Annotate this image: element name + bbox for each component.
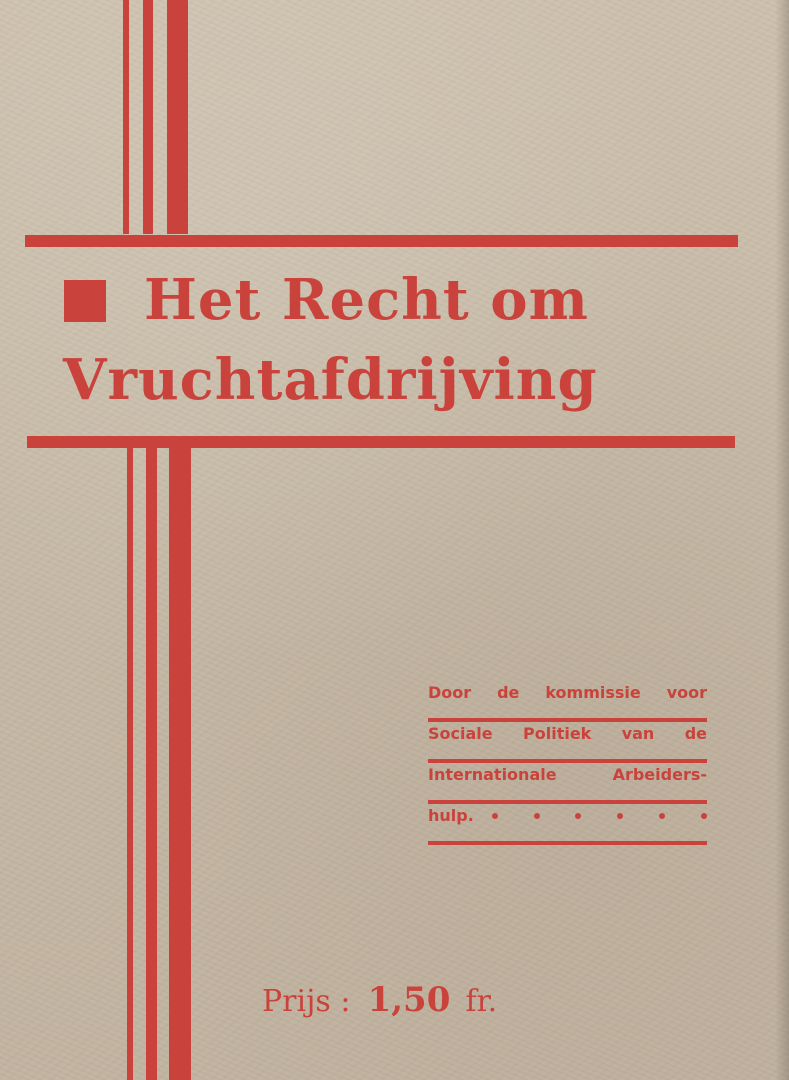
title-line-1: Het Recht om: [144, 267, 589, 333]
vertical-bar-lower-medium: [146, 448, 157, 1080]
price-label: Prijs :: [262, 984, 351, 1019]
leader-dot: [701, 813, 707, 819]
vertical-bar-lower-thick: [169, 448, 191, 1080]
title-line-2: Vruchtafdrijving: [63, 347, 598, 413]
price: [262, 980, 497, 1020]
horizontal-rule-top: [25, 235, 738, 247]
vertical-bar-upper-medium: [143, 0, 153, 234]
author-line-1: Door de kommissie voor: [428, 681, 707, 722]
paper-edge-shadow: [775, 0, 789, 1080]
author-line-3: Internationale Arbeiders-: [428, 763, 707, 804]
horizontal-rule-bottom: [27, 436, 735, 448]
vertical-bar-upper-thin: [123, 0, 129, 234]
leader-dot: [617, 813, 623, 819]
author-line-4: [428, 804, 707, 845]
leader-dot: [534, 813, 540, 819]
leader-dot: [575, 813, 581, 819]
title-square-bullet: [64, 280, 106, 322]
author-line-2: Sociale Politiek van de: [428, 722, 707, 763]
author-block: [428, 681, 707, 845]
author-line-4-text: hulp.: [428, 806, 474, 825]
vertical-bar-lower-thin: [127, 448, 133, 1080]
leader-dot: [492, 813, 498, 819]
vertical-bar-upper-thick: [167, 0, 188, 234]
dot-leader: [492, 805, 707, 819]
price-unit: fr.: [465, 984, 498, 1019]
leader-dot: [659, 813, 665, 819]
price-value: 1,50: [367, 980, 451, 1020]
